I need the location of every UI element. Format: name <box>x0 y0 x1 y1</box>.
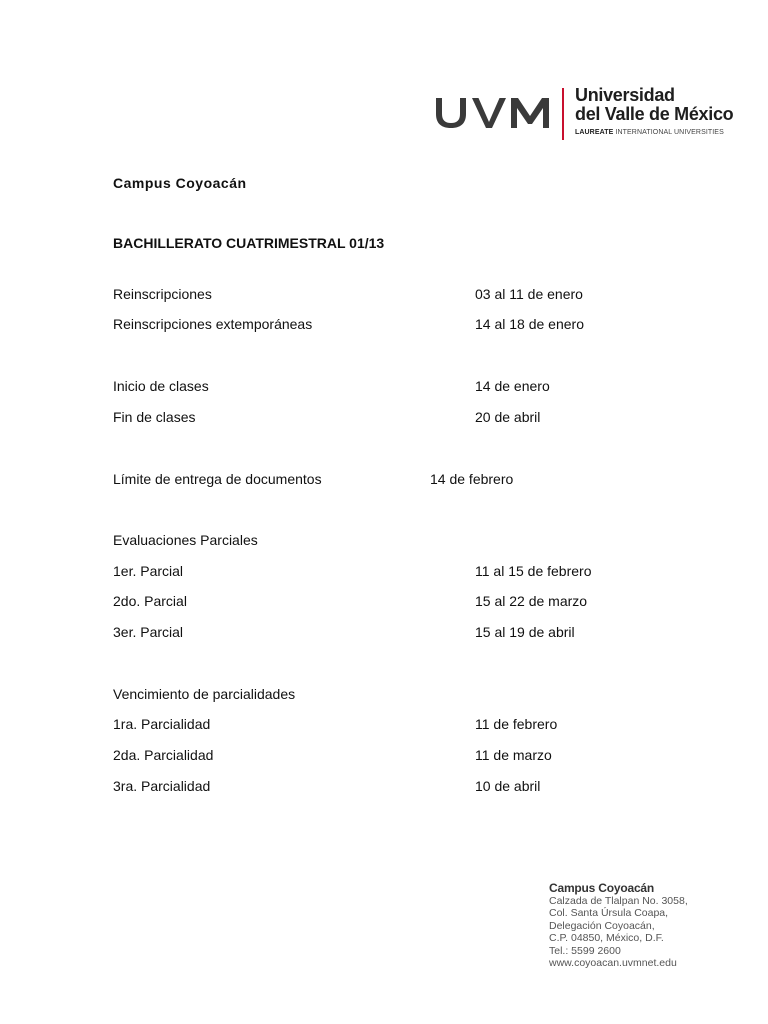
evaluation-row <box>113 622 673 642</box>
row-label: Fin de clases <box>113 409 196 425</box>
footer-line: Col. Santa Úrsula Coapa, <box>549 907 669 920</box>
footer-line: C.P. 04850, México, D.F. <box>549 932 664 945</box>
logo-name-line2: del Valle de México <box>575 104 734 124</box>
logo-tagline <box>575 129 724 137</box>
logo-tagline-rest: INTERNATIONAL UNIVERSITIES <box>613 129 724 136</box>
row-label: Reinscripciones <box>113 286 212 302</box>
footer-line: Delegación Coyoacán, <box>549 919 655 932</box>
payments-heading: Vencimiento de parcialidades <box>113 686 296 702</box>
evaluations-heading: Evaluaciones Parciales <box>113 532 258 548</box>
footer-line: Tel.: 5599 2600 <box>549 944 621 957</box>
row-value: 11 al 15 de febrero <box>475 563 592 579</box>
evaluation-row <box>113 561 673 581</box>
row-value: 10 de abril <box>475 778 541 794</box>
logo-divider <box>562 88 564 140</box>
logo-name-line1: Universidad <box>575 85 675 105</box>
uvm-logo <box>434 86 734 150</box>
row-value: 11 de febrero <box>475 716 558 732</box>
evaluation-row <box>113 591 673 611</box>
payment-row <box>113 745 673 765</box>
footer-address <box>549 881 688 969</box>
footer-link[interactable]: www.coyoacan.uvmnet.edu <box>549 957 677 970</box>
logo-tagline-bold: LAUREATE <box>575 129 614 136</box>
schedule-row <box>113 469 673 489</box>
row-label: 3ra. Parcialidad <box>113 778 211 794</box>
row-label: 2da. Parcialidad <box>113 747 214 763</box>
campus-title: Campus Coyoacán <box>113 175 247 191</box>
footer-line: Calzada de Tlalpan No. 3058, <box>549 895 688 907</box>
row-value: 03 al 11 de enero <box>475 286 583 302</box>
footer-title: Campus Coyoacán <box>549 881 655 895</box>
payment-row <box>113 714 673 734</box>
row-label: Límite de entrega de documentos <box>113 471 322 487</box>
row-value: 20 de abril <box>475 409 541 425</box>
payment-row <box>113 776 673 796</box>
row-label: 2do. Parcial <box>113 593 187 609</box>
row-value: 15 al 19 de abril <box>475 624 575 640</box>
row-value: 11 de marzo <box>475 747 552 763</box>
row-value: 14 de febrero <box>430 471 514 487</box>
row-label: Reinscripciones extemporáneas <box>113 316 313 332</box>
row-label: 1ra. Parcialidad <box>113 716 211 732</box>
logo-university-name <box>575 86 733 124</box>
row-label: Inicio de clases <box>113 378 209 394</box>
row-label: 1er. Parcial <box>113 563 184 579</box>
uvm-logo-mark-icon <box>434 94 554 130</box>
row-value: 14 al 18 de enero <box>475 316 584 332</box>
schedule-row <box>113 376 673 396</box>
row-label: 3er. Parcial <box>113 624 184 640</box>
program-title: BACHILLERATO CUATRIMESTRAL 01/13 <box>113 235 385 251</box>
schedule-row <box>113 407 673 427</box>
schedule-row <box>113 284 673 304</box>
row-value: 15 al 22 de marzo <box>475 593 588 609</box>
row-value: 14 de enero <box>475 378 550 394</box>
schedule-row <box>113 314 673 334</box>
